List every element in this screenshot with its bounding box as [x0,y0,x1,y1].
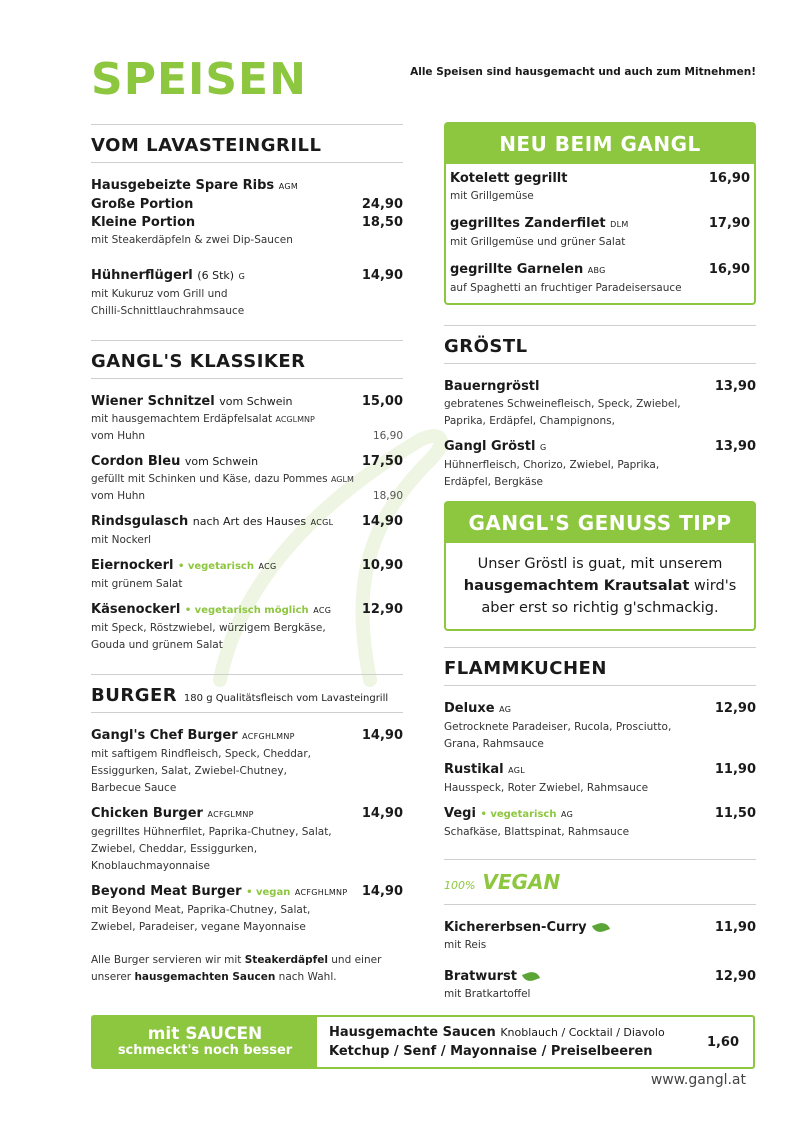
tipp-box [444,543,756,631]
portion-label: Kleine Portion [91,215,196,230]
alt-price: 16,90 [372,430,403,442]
item-price: 14,90 [361,514,403,529]
item-name: Käsenockerl [91,602,181,617]
left-column [91,124,403,986]
item-description: mit Steakerdäpfeln & zwei Dip-Saucen [91,234,293,246]
section-heading-burger [91,674,403,713]
item-description: mit Speck, Röstzwiebel, würzigem Bergkäse, [91,622,326,634]
allergen-codes: AGM [278,182,299,191]
alt-price: 18,90 [372,490,403,502]
menu-item-eiernockerl [91,557,403,593]
item-price: 11,90 [714,762,756,777]
item-price: 15,00 [361,394,403,409]
allergen-codes: AG [561,810,574,819]
section-heading-groestl: GRÖSTL [444,325,756,364]
portion-label: Große Portion [91,197,194,212]
item-name: Kotelett gegrillt [450,171,568,186]
vegan-tag: • vegan [246,887,291,898]
section-heading-lavastein: VOM LAVASTEINGRILL [91,124,403,163]
item-description: Erdäpfel, Bergkäse [444,476,544,488]
item-description: Zwiebel, Cheddar, Essiggurken, [91,843,258,855]
item-name: Gangl Gröstl [444,439,536,454]
allergen-codes: AGL [508,766,525,775]
menu-item-vegi [444,805,756,841]
website: www.gangl.at [650,1072,746,1088]
menu-item-gangl-groestl [444,438,756,491]
allergen-codes: ACGL [310,518,334,527]
item-price: 24,90 [361,197,403,212]
burger-heading: BURGER [91,685,178,706]
item-name: Deluxe [444,701,495,716]
item-price: 13,90 [714,439,756,454]
sauce-price: 1,60 [706,1034,740,1050]
item-name: Kichererbsen-Curry [444,920,587,935]
menu-item-chicken-burger [91,805,403,875]
item-name: Bratwurst [444,969,517,984]
allergen-codes: G [238,272,246,281]
item-price: 17,50 [361,454,403,469]
item-price: 14,90 [361,268,403,283]
item-name: gegrilltes Zanderfilet [450,216,606,231]
sauce-line1: Hausgemachte Saucen [329,1025,496,1040]
item-description: mit Kukuruz vom Grill und [91,288,228,300]
item-description: mit Grillgemüse und grüner Salat [450,236,626,248]
tagline: Alle Speisen sind hausgemacht und auch zum Mitnehmen! [410,66,756,78]
item-price: 11,90 [714,920,756,935]
neu-box [444,164,756,305]
vegetarian-tag: • vegetarisch möglich [184,605,309,616]
item-price: 18,50 [361,215,403,230]
section-heading-klassiker: GANGL'S KLASSIKER [91,340,403,379]
item-price: 13,90 [714,379,756,394]
item-name: Beyond Meat Burger [91,884,242,899]
item-price: 14,90 [361,728,403,743]
item-description: Zwiebel, Paradeiser, vegane Mayonnaise [91,921,306,933]
item-description: Gouda und grünem Salat [91,639,223,651]
menu-item-zanderfilet [450,215,750,251]
sauce-promo-line1: mit SAUCEN [147,1024,263,1044]
item-description: mit Beyond Meat, Paprika-Chutney, Salat, [91,904,311,916]
menu-item-curry [444,919,756,954]
allergen-codes: DLM [610,220,629,229]
item-description: Hausspeck, Roter Zwiebel, Rahmsauce [444,782,649,794]
alt-label: vom Huhn [91,490,146,502]
item-description: gefüllt mit Schinken und Käse, dazu Pommes [91,473,328,485]
vegan-logo [444,859,756,905]
menu-item-bauerngroestl [444,378,756,430]
item-qty: (6 Stk) [197,269,235,282]
allergen-codes: G [539,443,547,452]
allergen-codes: ACFGHLMNP [294,888,348,897]
item-description: Chilli-Schnittlauchrahmsauce [91,305,245,317]
page-title: SPEISEN [91,54,307,105]
item-description: Paprika, Erdäpfel, Champignons, [444,415,615,427]
burger-subheading: 180 g Qualitätsfleisch vom Lavasteingrill [183,693,389,704]
item-description: mit grünem Salat [91,578,183,590]
item-description: Grana, Rahmsauce [444,738,544,750]
allergen-codes: ABG [587,266,606,275]
item-description: gebratenes Schweinefleisch, Speck, Zwiebel, [444,398,681,410]
item-description: mit hausgemachtem Erdäpfelsalat [91,413,273,425]
menu-item-bratwurst [444,968,756,1003]
menu-item-rindsgulasch [91,513,403,549]
item-name: Rindsgulasch [91,514,189,529]
right-column [444,122,756,1011]
item-price: 12,90 [714,969,756,984]
tipp-text: Unser Gröstl is guat, mit unserem hausgemachtem Krautsalat wird's aber erst so richtig g'schmackig. [463,556,737,616]
menu-item-kaesenockerl [91,601,403,654]
item-price: 16,90 [708,171,750,186]
item-name: Chicken Burger [91,806,203,821]
menu-item-deluxe [444,700,756,753]
item-suffix: vom Schwein [184,455,259,468]
menu-item-cordon-bleu [91,453,403,505]
item-name: Gangl's Chef Burger [91,728,238,743]
item-price: 11,50 [714,806,756,821]
item-name: Wiener Schnitzel [91,394,215,409]
sauce-line2: Ketchup / Senf / Mayonnaise / Preiselbeeren [329,1044,653,1059]
item-description: Barbecue Sauce [91,782,177,794]
burger-note: Alle Burger servieren wir mit Steakerdäpfel und einer unserer hausgemachten Saucen nach Wahl. [91,954,382,983]
menu-item-garnelen [450,261,750,297]
item-price: 14,90 [361,884,403,899]
item-name: Bauerngröstl [444,379,540,394]
item-description: mit Reis [444,939,487,951]
allergen-codes: ACG [258,562,277,571]
item-suffix: vom Schwein [219,395,293,408]
item-description: mit Grillgemüse [450,190,534,202]
allergen-codes: ACFGLMNP [207,810,254,819]
item-suffix: nach Art des Hauses [192,515,307,528]
item-description: mit Nockerl [91,534,152,546]
vegetarian-tag: • vegetarisch [480,809,557,820]
section-heading-tipp: GANGL'S GENUSS TIPP [444,501,756,543]
menu-item-beyond-burger [91,883,403,936]
item-name: Rustikal [444,762,504,777]
sauce-line1-sub: Knoblauch / Cocktail / Diavolo [500,1026,665,1039]
item-description: Hühnerfleisch, Chorizo, Zwiebel, Paprika, [444,459,660,471]
item-name: Hausgebeizte Spare Ribs [91,178,275,193]
allergen-codes: ACFGHLMNP [242,732,295,741]
allergen-codes: AGLM [330,475,354,484]
item-price: 10,90 [361,558,403,573]
allergen-codes: ACG [313,606,332,615]
item-price: 14,90 [361,806,403,821]
item-description: Getrocknete Paradeiser, Rucola, Prosciutto, [444,721,672,733]
item-description: Schafkäse, Blattspinat, Rahmsauce [444,826,630,838]
item-description: gegrilltes Hühnerfilet, Paprika-Chutney, Salat, [91,826,332,838]
item-description: Essiggurken, Salat, Zwiebel-Chutney, [91,765,287,777]
item-name: Vegi [444,806,476,821]
sauce-list [317,1023,693,1061]
menu-item-rustikal [444,761,756,797]
menu-item-spare-ribs [91,177,403,249]
leaf-icon [592,921,610,935]
sauce-bar [91,1015,755,1069]
item-name: Cordon Bleu [91,454,181,469]
item-price: 16,90 [708,262,750,277]
item-price: 12,90 [714,701,756,716]
vegan-percent: 100% [444,879,476,892]
item-description: Knoblauchmayonnaise [91,860,210,872]
section-heading-flammkuchen: FLAMMKUCHEN [444,647,756,686]
allergen-codes: ACGLMNP [275,415,315,424]
sauce-promo-line2: schmeckt's noch besser [117,1043,293,1058]
sauce-promo [93,1017,317,1067]
allergen-codes: AG [499,705,512,714]
menu-item-kotelett [450,170,750,205]
menu-item-wings [91,267,403,320]
vegetarian-tag: • vegetarisch [177,561,254,572]
item-price: 12,90 [361,602,403,617]
leaf-icon [522,970,540,984]
section-heading-neu: NEU BEIM GANGL [444,122,756,164]
item-name: Eiernockerl [91,558,174,573]
item-name: Hühnerflügerl [91,268,193,283]
vegan-label: VEGAN [482,870,561,894]
item-price: 17,90 [708,216,750,231]
item-description: auf Spaghetti an fruchtiger Paradeisersauce [450,282,682,294]
item-name: gegrillte Garnelen [450,262,584,277]
menu-item-chef-burger [91,727,403,797]
menu-item-wiener-schnitzel [91,393,403,445]
alt-label: vom Huhn [91,430,146,442]
item-description: mit saftigem Rindfleisch, Speck, Cheddar, [91,748,312,760]
item-description: mit Bratkartoffel [444,988,531,1000]
